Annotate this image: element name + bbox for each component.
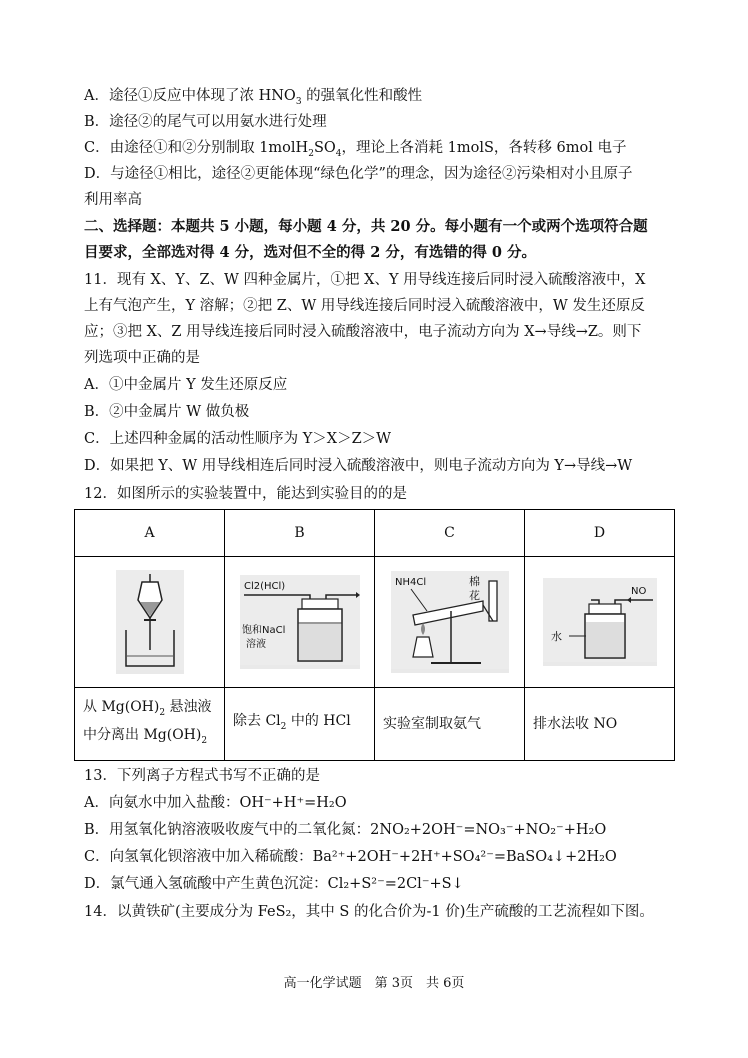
- caption-b: 除去 $Cl_2$ 中的 HCl: [225, 688, 375, 761]
- q10-option-a: A．途径①反应中体现了浓 $HNO_3$ 的强氧化性和酸性: [84, 88, 423, 107]
- c-reagent-label: NH4Cl: [394, 577, 426, 588]
- caption-c: 实验室制取氨气: [375, 688, 525, 761]
- q11-stem-1: 11．现有 X、Y、Z、W 四种金属片，①把 X、Y 用导线连接后同时浸入硫酸溶液中，X: [84, 272, 646, 288]
- q13-option-c: C．向氢氧化钡溶液中加入稀硫酸：Ba²⁺+2OH⁻+2H⁺+SO₄²⁻=BaSO₄↓+2H₂O: [84, 849, 617, 865]
- d-water-label: 水: [550, 630, 562, 643]
- header-a: A: [75, 510, 225, 557]
- q13-option-b: B．用氢氧化钠溶液吸收废气中的二氧化氮：2NO₂+2OH⁻=NO₃⁻+NO₂⁻+H₂O: [84, 822, 607, 838]
- header-d: D: [525, 510, 675, 557]
- gas-washing-bottle-figure: [240, 575, 360, 669]
- b-liquid-label-1: 饱和NaCl: [241, 625, 285, 636]
- q13-option-a: A．向氨水中加入盐酸：OH⁻+H⁺=H₂O: [84, 795, 347, 811]
- q10-option-d-line1: D．与途径①相比，途径②更能体现“绿色化学”的理念，因为途径②污染相对小且原子: [84, 166, 633, 182]
- q10-option-c: C．由途径①和②分别制取 $1molH_2SO_4$，理论上各消耗 1molS，各转移 6mol 电子: [84, 140, 627, 159]
- ammonia-preparation-figure: [391, 571, 509, 673]
- header-b: B: [225, 510, 375, 557]
- q10-option-b: B．途径②的尾气可以用氨水进行处理: [84, 114, 327, 130]
- q14-stem: 14．以黄铁矿(主要成分为 FeS₂，其中 S 的化合价为-1 价)生产硫酸的工艺流程如下图。: [84, 904, 654, 920]
- q11-stem-2: 上有气泡产生，Y 溶解；②把 Z、W 用导线连接后同时浸入硫酸溶液中，W 发生还原反: [84, 298, 645, 314]
- q12-apparatus-table: [74, 509, 675, 761]
- q11-option-c: C．上述四种金属的活动性顺序为 Y＞X＞Z＞W: [84, 431, 392, 447]
- section2-line2: 目要求，全部选对得 4 分，选对但不全的得 2 分，有选错的得 0 分。: [84, 244, 537, 261]
- section2-line1: 二、选择题：本题共 5 小题，每小题 4 分，共 20 分。每小题有一个或两个选项符合题: [84, 218, 648, 235]
- c-cotton-label-2: 花: [468, 589, 480, 602]
- caption-d: 排水法收 NO: [525, 688, 675, 761]
- water-collection-bottle-figure: [543, 578, 657, 666]
- q11-option-b: B．②中金属片 W 做负极: [84, 404, 250, 420]
- b-liquid-label-2: 溶液: [245, 639, 266, 650]
- q13-option-d: D．氯气通入氢硫酸中产生黄色沉淀：Cl₂+S²⁻=2Cl⁻+S↓: [84, 876, 464, 892]
- figure-b-cell: [225, 557, 375, 688]
- q13-stem: 13．下列离子方程式书写不正确的是: [84, 768, 320, 784]
- separatory-funnel-figure: [116, 570, 184, 674]
- c-cotton-label-1: 棉: [468, 575, 480, 588]
- b-gas-label: Cl2(HCl): [243, 581, 285, 592]
- page-footer: 高一化学试题 第 3页 共 6页: [283, 976, 465, 991]
- q11-stem-3: 应；③把 X、Z 用导线连接后同时浸入硫酸溶液中，电子流动方向为 X→导线→Z。则下: [84, 324, 642, 340]
- q11-option-a: A．①中金属片 Y 发生还原反应: [84, 377, 288, 393]
- figure-d-cell: [525, 557, 675, 688]
- figure-c-cell: [375, 557, 525, 688]
- q11-option-d: D．如果把 Y、W 用导线相连后同时浸入硫酸溶液中，则电子流动方向为 Y→导线→W: [84, 458, 633, 474]
- q10-option-d-line2: 利用率高: [84, 192, 142, 208]
- header-c: C: [375, 510, 525, 557]
- figure-a-cell: [75, 557, 225, 688]
- d-gas-label: NO: [630, 586, 646, 597]
- caption-a: 从 $Mg(OH)_2$ 悬浊液 中分离出 $Mg(OH)_2$: [75, 688, 225, 761]
- q12-stem: 12．如图所示的实验装置中，能达到实验目的的是: [84, 486, 407, 502]
- q11-stem-4: 列选项中正确的是: [84, 350, 200, 366]
